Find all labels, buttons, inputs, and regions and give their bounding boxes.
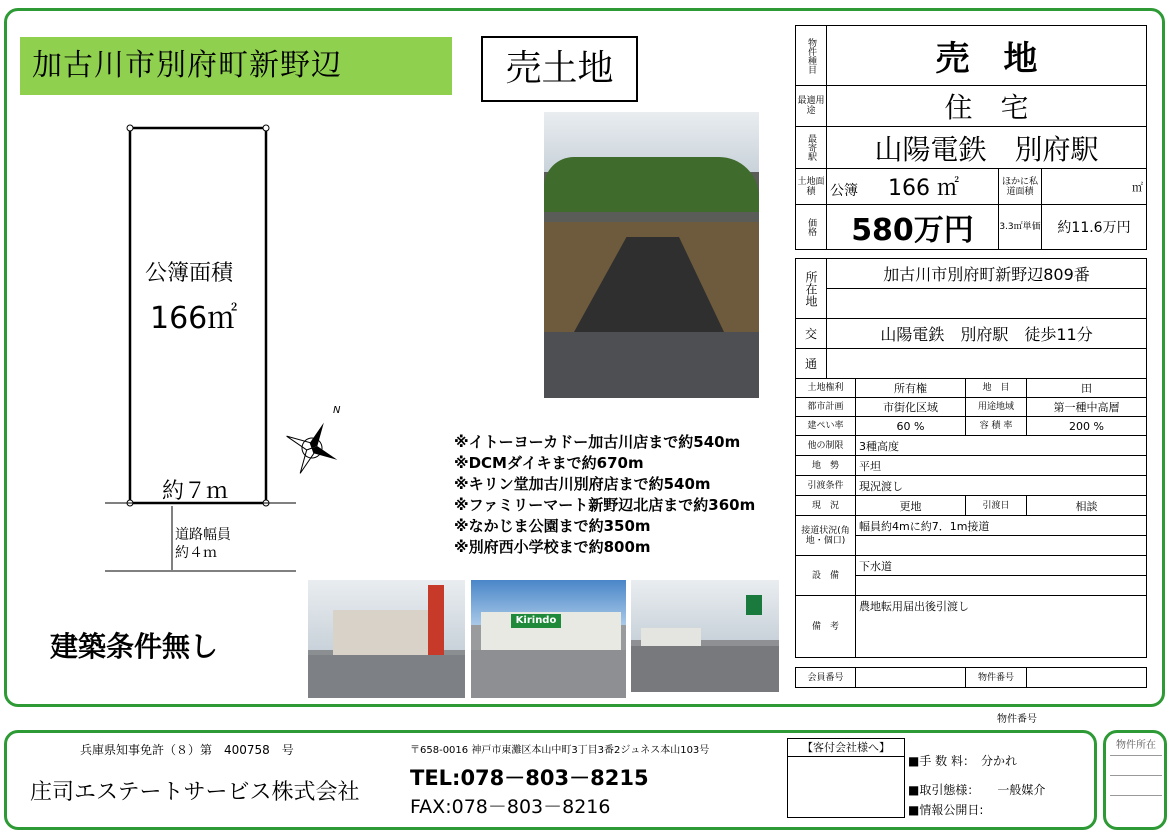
address-value: 加古川市別府町新野辺809番	[827, 259, 1147, 289]
private-road-label: ほかに私道面積	[999, 169, 1042, 205]
spec-row-value: 第一種中高層	[1027, 398, 1147, 417]
private-road-unit: ㎡	[1042, 169, 1147, 205]
facilities-label: 設 備	[796, 556, 856, 596]
other-limits-value: 3種高度	[856, 436, 1147, 456]
land-area-value: 166 ㎡	[888, 176, 959, 201]
nearby-item: ※ファミリーマート新野辺北店まで約360m	[454, 496, 756, 514]
company-fax: FAX:078－803－8216	[410, 796, 611, 818]
nearby-item: ※キリン堂加古川別府店まで約540m	[454, 475, 711, 493]
station-label: 最寄駅	[796, 127, 827, 169]
spec-row-label: 都市計画	[796, 398, 856, 417]
license-number: 兵庫県知事免許（８）第 400758 号	[80, 743, 294, 757]
price-value: 580万円	[827, 205, 999, 250]
kirindo-sign: Kirindo	[511, 614, 561, 628]
plan-area-value: 166㎡	[150, 301, 238, 336]
spec-row-label: 用途地域	[966, 398, 1027, 417]
address-label: 所在地	[796, 259, 827, 319]
company-tel: TEL:078－803－8215	[410, 766, 649, 790]
terrain-label: 地 勢	[796, 456, 856, 476]
publish-date: ■情報公開日:	[908, 803, 984, 817]
other-limits-label: 他の制限	[796, 436, 856, 456]
access-label-top: 交	[796, 319, 827, 349]
road-access-value: 幅員約4mに約7．1m接道	[856, 516, 1147, 536]
price-label: 価格	[796, 205, 827, 250]
spec-row-value: 200 %	[1027, 417, 1147, 436]
location-box	[1110, 736, 1162, 824]
member-no-label: 会員番号	[796, 668, 856, 688]
delivery-date-value: 相談	[1027, 496, 1147, 516]
delivery-terms-label: 引渡条件	[796, 476, 856, 496]
spec-row-label: 建ぺい率	[796, 417, 856, 436]
land-area-label: 土地面積	[796, 169, 827, 205]
access-label-bottom: 通	[796, 349, 827, 379]
unit-price-label: 3.3㎡単価	[999, 205, 1042, 250]
nearby-item: ※なかじま公園まで約350m	[454, 517, 651, 535]
compass-north-label: N	[333, 405, 341, 416]
partner-notice-label: 【客付会社様へ】	[788, 739, 904, 757]
land-area-cell	[827, 169, 999, 205]
location-label: 物件所在	[1110, 736, 1162, 756]
shopping-mall-photo	[308, 580, 465, 698]
delivery-terms-value: 現況渡し	[856, 476, 1147, 496]
land-kind: 公簿	[830, 183, 858, 199]
spec-row-value: 市街化区域	[856, 398, 966, 417]
spec-row-value: 60 %	[856, 417, 966, 436]
familymart-photo	[631, 580, 779, 692]
property-summary-table	[795, 25, 1147, 250]
brokerage-fee: ■手 数 料： 分かれ	[908, 754, 1017, 768]
listing-type-badge: 売土地	[481, 36, 638, 102]
nearby-item: ※イトーヨーカドー加古川店まで約540m	[454, 433, 741, 451]
delivery-date-label: 引渡日	[966, 496, 1027, 516]
remarks-label: 備 考	[796, 596, 856, 658]
property-number-caption: 物件番号	[997, 714, 1037, 725]
partner-notice-box	[787, 738, 905, 818]
property-no-label: 物件番号	[966, 668, 1027, 688]
terrain-value: 平坦	[856, 456, 1147, 476]
facilities-value: 下水道	[856, 556, 1147, 576]
transaction-type: ■取引態様： 一般媒介	[908, 783, 1046, 797]
road-width-label: 道路幅員	[175, 527, 231, 543]
spec-row-label: 土地権利	[796, 379, 856, 398]
spec-row-label: 地 目	[966, 379, 1027, 398]
remarks-value: 農地転用届出後引渡し	[856, 596, 1147, 658]
no-building-condition: 建築条件無し	[50, 630, 219, 663]
road-access-label: 接道状況(角地・個口)	[796, 516, 856, 556]
site-photo	[544, 112, 759, 398]
member-number-table	[795, 667, 1147, 688]
compass-icon	[282, 405, 352, 475]
member-no-value	[856, 668, 966, 688]
plan-frontage: 約７ｍ	[162, 479, 229, 504]
spec-row-value: 田	[1027, 379, 1147, 398]
type-value: 売 地	[827, 26, 1147, 86]
nearby-item: ※別府西小学校まで約800m	[454, 538, 651, 556]
station-value: 山陽電鉄 別府駅	[827, 127, 1147, 169]
spec-row-label: 容 積 率	[966, 417, 1027, 436]
company-name: 庄司エステートサービス株式会社	[30, 780, 360, 805]
property-detail-table	[795, 258, 1147, 658]
nearby-item: ※DCMダイキまで約670m	[454, 454, 644, 472]
plan-area-label: 公簿面積	[145, 261, 234, 286]
spec-row-value: 所有権	[856, 379, 966, 398]
status-value: 更地	[856, 496, 966, 516]
kirindo-store-photo	[471, 580, 626, 698]
status-label: 現 況	[796, 496, 856, 516]
area-name-banner: 加古川市別府町新野辺	[20, 37, 452, 95]
use-label: 最適用途	[796, 86, 827, 127]
nearby-facilities-list	[454, 432, 755, 558]
company-address: 〒658-0016 神戸市東灘区本山中町3丁目3番2ジュネス本山103号	[410, 745, 710, 756]
property-no-value	[1027, 668, 1147, 688]
lot-plan	[100, 118, 330, 588]
unit-price-value: 約11.6万円	[1042, 205, 1147, 250]
type-label: 物件種目	[796, 26, 827, 86]
use-value: 住 宅	[827, 86, 1147, 127]
access-value: 山陽電鉄 別府駅 徒歩11分	[827, 319, 1147, 349]
road-width-value: 約４ｍ	[175, 545, 217, 561]
